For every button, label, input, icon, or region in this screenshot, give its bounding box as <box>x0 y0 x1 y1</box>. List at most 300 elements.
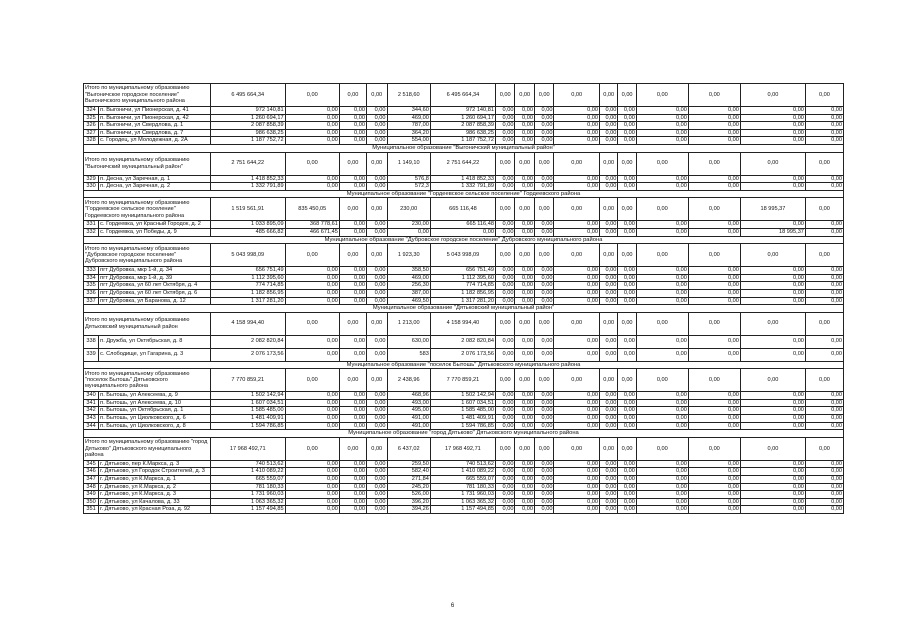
table-row <box>84 468 844 476</box>
address-cell: г. Дятьково, ул К.Маркса, д. 1 <box>99 476 211 484</box>
value-cell: 0,00 <box>740 392 805 400</box>
subtotal-row <box>84 152 844 175</box>
value-cell: 0,00 <box>599 399 617 407</box>
value-cell: 0,00 <box>366 476 387 484</box>
value-cell: 0,00 <box>740 415 805 423</box>
value-cell: 0,00 <box>495 228 515 236</box>
value-cell: 1 481 409,91 <box>210 415 285 423</box>
value-cell: 0,00 <box>636 335 688 348</box>
value-cell: 0,00 <box>636 399 688 407</box>
subtotal-label: Итого по муниципальному образованию "Выгоничский муниципальный район" <box>84 152 211 175</box>
value-cell: 2 087 858,39 <box>210 122 285 130</box>
table-row <box>84 228 844 236</box>
value-cell: 986 638,25 <box>210 129 285 137</box>
value-cell: 0,00 <box>618 175 636 183</box>
value-cell: 1 063 365,32 <box>210 498 285 506</box>
value-cell: 0,00 <box>618 297 636 305</box>
value-cell: 583 <box>387 348 430 361</box>
value-cell: 0,00 <box>554 137 600 145</box>
value-cell: 0,00 <box>554 114 600 122</box>
value-cell: 0,00 <box>554 289 600 297</box>
value-cell: 0,00 <box>285 415 339 423</box>
value-cell: 0,00 <box>636 476 688 484</box>
value-cell: 0,00 <box>515 460 535 468</box>
value-cell: 0,00 <box>339 122 366 130</box>
value-cell: 0,00 <box>688 274 740 282</box>
value-cell: 0,00 <box>534 335 554 348</box>
value-cell: 0,00 <box>554 335 600 348</box>
subtotal-cell: 0,00 <box>688 369 740 392</box>
value-cell: 0,00 <box>515 407 535 415</box>
subtotal-cell: 17 968 492,71 <box>430 437 495 460</box>
value-cell: 0,00 <box>805 498 843 506</box>
subtotal-cell: 0,00 <box>688 152 740 175</box>
value-cell: 0,00 <box>495 498 515 506</box>
value-cell: 0,00 <box>618 460 636 468</box>
value-cell: 0,00 <box>636 422 688 430</box>
value-cell: 665 559,07 <box>210 476 285 484</box>
value-cell: 0,00 <box>740 506 805 514</box>
subtotal-cell: 0,00 <box>366 84 387 107</box>
value-cell: 0,00 <box>285 483 339 491</box>
subtotal-label: Итого по муниципальному образованию "город Дятьково" Дятьковского муниципального района <box>84 437 211 460</box>
value-cell: 0,00 <box>740 221 805 229</box>
subtotal-row <box>84 437 844 460</box>
value-cell: 0,00 <box>805 282 843 290</box>
value-cell: 0,00 <box>285 498 339 506</box>
value-cell: 0,00 <box>285 407 339 415</box>
value-cell: 0,00 <box>495 282 515 290</box>
subtotal-cell: 0,00 <box>534 198 554 221</box>
row-number: 327 <box>84 129 99 137</box>
subtotal-cell: 0,00 <box>495 312 515 335</box>
address-cell: п. Выгоничи, ул Пионерская, д. 41 <box>99 107 211 115</box>
value-cell: 0,00 <box>618 221 636 229</box>
value-cell: 781 180,33 <box>430 483 495 491</box>
subtotal-cell: 0,00 <box>805 198 843 221</box>
value-cell: 0,00 <box>618 498 636 506</box>
row-number: 339 <box>84 348 99 361</box>
subtotal-cell: 0,00 <box>618 244 636 267</box>
value-cell: 0,00 <box>599 289 617 297</box>
subtotal-cell: 0,00 <box>805 312 843 335</box>
value-cell: 0,00 <box>554 498 600 506</box>
value-cell: 0,00 <box>688 392 740 400</box>
value-cell: 0,00 <box>688 221 740 229</box>
value-cell: 0,00 <box>285 274 339 282</box>
address-cell: с. Гордеевка, ул Победы, д. 9 <box>99 228 211 236</box>
subtotal-row <box>84 198 844 221</box>
subtotal-cell: 0,00 <box>618 437 636 460</box>
value-cell: 466 671,45 <box>285 228 339 236</box>
value-cell: 0,00 <box>495 476 515 484</box>
value-cell: 0,00 <box>285 175 339 183</box>
value-cell: 0,00 <box>339 348 366 361</box>
subtotal-cell: 0,00 <box>618 312 636 335</box>
address-cell: с. Гордеевка, ул Красный Городок, д. 2 <box>99 221 211 229</box>
subtotal-cell: 0,00 <box>805 244 843 267</box>
table-row <box>84 422 844 430</box>
value-cell: 1 607 034,51 <box>430 399 495 407</box>
value-cell: 0,00 <box>618 228 636 236</box>
value-cell: 0,00 <box>534 107 554 115</box>
subtotal-cell: 0,00 <box>495 244 515 267</box>
value-cell: 1 063 365,32 <box>430 498 495 506</box>
value-cell: 2 082 820,84 <box>430 335 495 348</box>
value-cell: 0,00 <box>599 468 617 476</box>
row-number: 336 <box>84 289 99 297</box>
value-cell: 0,00 <box>495 491 515 499</box>
row-number: 345 <box>84 460 99 468</box>
subtotal-cell: 0,00 <box>534 312 554 335</box>
row-number: 343 <box>84 415 99 423</box>
subtotal-cell: 1 519 561,91 <box>210 198 285 221</box>
value-cell: 0,00 <box>515 422 535 430</box>
value-cell: 0,00 <box>495 122 515 130</box>
subtotal-cell: 0,00 <box>636 84 688 107</box>
section-title: Муниципальное образование "Дятьковский муниципальный район" <box>84 305 844 313</box>
value-cell: 0,00 <box>688 506 740 514</box>
value-cell: 0,00 <box>805 422 843 430</box>
value-cell: 0,00 <box>534 122 554 130</box>
value-cell: 0,00 <box>366 498 387 506</box>
address-cell: г. Дятьково, ул Качалова, д. 33 <box>99 498 211 506</box>
value-cell: 0,00 <box>554 129 600 137</box>
value-cell: 0,00 <box>339 221 366 229</box>
value-cell: 0,00 <box>805 114 843 122</box>
value-cell: 0,00 <box>339 415 366 423</box>
value-cell: 1 418 852,33 <box>430 175 495 183</box>
value-cell: 1 187 752,72 <box>210 137 285 145</box>
subtotal-cell: 0,00 <box>495 84 515 107</box>
row-number: 337 <box>84 297 99 305</box>
value-cell: 0,00 <box>495 289 515 297</box>
value-cell: 0,00 <box>599 122 617 130</box>
value-cell: 0,00 <box>688 289 740 297</box>
subtotal-cell: 0,00 <box>554 369 600 392</box>
address-cell: пгт Дубровка, ул 60 лет Октября, д. 4 <box>99 282 211 290</box>
value-cell: 0,00 <box>688 498 740 506</box>
value-cell: 0,00 <box>599 129 617 137</box>
value-cell: 0,00 <box>515 483 535 491</box>
value-cell: 0,00 <box>285 183 339 191</box>
value-cell: 0,00 <box>554 476 600 484</box>
value-cell: 0,00 <box>554 399 600 407</box>
value-cell: 0,00 <box>688 107 740 115</box>
value-cell: 0,00 <box>387 228 430 236</box>
value-cell: 0,00 <box>366 399 387 407</box>
subtotal-cell: 0,00 <box>636 152 688 175</box>
value-cell: 582,40 <box>387 468 430 476</box>
value-cell: 358,50 <box>387 267 430 275</box>
address-cell: п. Бытошь, ул Циолковского, д. 6 <box>99 415 211 423</box>
value-cell: 0,00 <box>636 267 688 275</box>
subtotal-label: Итого по муниципальному образованию "Дубровское городское поселение" Дубровского муниципального района <box>84 244 211 267</box>
value-cell: 0,00 <box>495 407 515 415</box>
value-cell: 0,00 <box>740 289 805 297</box>
value-cell: 0,00 <box>534 483 554 491</box>
value-cell: 1 260 694,17 <box>210 114 285 122</box>
value-cell: 0,00 <box>599 392 617 400</box>
table-row <box>84 506 844 514</box>
value-cell: 0,00 <box>805 399 843 407</box>
subtotal-cell: 835 450,05 <box>285 198 339 221</box>
table-body <box>84 84 844 514</box>
subtotal-cell: 0,00 <box>366 198 387 221</box>
value-cell: 2 076 173,56 <box>210 348 285 361</box>
value-cell: 0,00 <box>599 460 617 468</box>
value-cell: 0,00 <box>339 483 366 491</box>
value-cell: 0,00 <box>534 274 554 282</box>
value-cell: 0,00 <box>805 407 843 415</box>
subtotal-cell: 0,00 <box>599 84 617 107</box>
row-number: 349 <box>84 491 99 499</box>
value-cell: 0,00 <box>554 228 600 236</box>
value-cell: 0,00 <box>740 267 805 275</box>
value-cell: 2 076 173,56 <box>430 348 495 361</box>
value-cell: 0,00 <box>805 460 843 468</box>
table-row <box>84 122 844 130</box>
value-cell: 1 731 960,03 <box>210 491 285 499</box>
value-cell: 0,00 <box>688 297 740 305</box>
subtotal-cell: 0,00 <box>366 437 387 460</box>
value-cell: 0,00 <box>285 476 339 484</box>
value-cell: 0,00 <box>554 274 600 282</box>
row-number: 325 <box>84 114 99 122</box>
value-cell: 0,00 <box>618 114 636 122</box>
value-cell: 0,00 <box>534 297 554 305</box>
value-cell: 787,00 <box>387 122 430 130</box>
subtotal-cell: 0,00 <box>534 152 554 175</box>
value-cell: 0,00 <box>618 137 636 145</box>
value-cell: 230,00 <box>387 221 430 229</box>
value-cell: 0,00 <box>495 175 515 183</box>
value-cell: 0,00 <box>636 274 688 282</box>
row-number: 348 <box>84 483 99 491</box>
value-cell: 0,00 <box>366 460 387 468</box>
value-cell: 0,00 <box>534 399 554 407</box>
value-cell: 0,00 <box>515 114 535 122</box>
value-cell: 0,00 <box>688 491 740 499</box>
section-title: Муниципальное образование "Дубровское городское поселение" Дубровского муниципального района <box>84 236 844 244</box>
value-cell: 0,00 <box>339 422 366 430</box>
value-cell: 0,00 <box>366 129 387 137</box>
value-cell: 1 607 034,51 <box>210 399 285 407</box>
table-row <box>84 498 844 506</box>
value-cell: 0,00 <box>636 297 688 305</box>
address-cell: с. Слободище, ул Гагарина, д. 3 <box>99 348 211 361</box>
value-cell: 0,00 <box>618 422 636 430</box>
value-cell: 0,00 <box>636 483 688 491</box>
address-cell: пгт Дубровка, ул Баранова, д. 12 <box>99 297 211 305</box>
value-cell: 0,00 <box>495 348 515 361</box>
subtotal-cell: 5 043 998,09 <box>430 244 495 267</box>
value-cell: 0,00 <box>366 114 387 122</box>
value-cell: 1 187 752,72 <box>430 137 495 145</box>
table-row <box>84 289 844 297</box>
value-cell: 0,00 <box>339 137 366 145</box>
value-cell: 0,00 <box>366 407 387 415</box>
value-cell: 394,26 <box>387 506 430 514</box>
value-cell: 0,00 <box>515 297 535 305</box>
value-cell: 0,00 <box>339 506 366 514</box>
value-cell: 491,00 <box>387 422 430 430</box>
row-number: 346 <box>84 468 99 476</box>
value-cell: 0,00 <box>339 297 366 305</box>
subtotal-cell: 0,00 <box>515 244 535 267</box>
value-cell: 0,00 <box>554 221 600 229</box>
value-cell: 1 585 485,00 <box>430 407 495 415</box>
subtotal-cell: 0,00 <box>366 312 387 335</box>
value-cell: 0,00 <box>554 483 600 491</box>
value-cell: 0,00 <box>805 228 843 236</box>
subtotal-cell: 0,00 <box>554 152 600 175</box>
subtotal-cell: 0,00 <box>534 84 554 107</box>
value-cell: 0,00 <box>339 114 366 122</box>
value-cell: 0,00 <box>805 506 843 514</box>
value-cell: 493,00 <box>387 399 430 407</box>
section-header-row <box>84 190 844 198</box>
value-cell: 364,20 <box>387 129 430 137</box>
section-title: Муниципальное образование "Гордеевское сельское поселение" Гордеевского района <box>84 190 844 198</box>
value-cell: 387,00 <box>387 289 430 297</box>
value-cell: 0,00 <box>805 335 843 348</box>
value-cell: 740 513,62 <box>210 460 285 468</box>
value-cell: 0,00 <box>554 107 600 115</box>
section-header-row <box>84 430 844 438</box>
row-number: 324 <box>84 107 99 115</box>
value-cell: 0,00 <box>285 129 339 137</box>
subtotal-cell: 0,00 <box>339 84 366 107</box>
value-cell: 0,00 <box>618 483 636 491</box>
value-cell: 0,00 <box>805 137 843 145</box>
value-cell: 0,00 <box>618 506 636 514</box>
value-cell: 469,50 <box>387 297 430 305</box>
value-cell: 0,00 <box>618 491 636 499</box>
value-cell: 0,00 <box>515 274 535 282</box>
value-cell: 0,00 <box>740 183 805 191</box>
value-cell: 572,3 <box>387 183 430 191</box>
subtotal-cell: 0,00 <box>740 244 805 267</box>
register-table <box>83 83 844 514</box>
subtotal-row <box>84 312 844 335</box>
value-cell: 0,00 <box>339 107 366 115</box>
value-cell: 0,00 <box>285 335 339 348</box>
value-cell: 0,00 <box>285 468 339 476</box>
value-cell: 1 594 786,85 <box>430 422 495 430</box>
value-cell: 0,00 <box>599 335 617 348</box>
value-cell: 0,00 <box>534 267 554 275</box>
value-cell: 0,00 <box>495 468 515 476</box>
value-cell: 0,00 <box>740 460 805 468</box>
value-cell: 0,00 <box>618 107 636 115</box>
value-cell: 0,00 <box>366 483 387 491</box>
subtotal-cell: 1 923,30 <box>387 244 430 267</box>
value-cell: 0,00 <box>515 289 535 297</box>
table-row <box>84 267 844 275</box>
value-cell: 0,00 <box>495 335 515 348</box>
value-cell: 0,00 <box>805 107 843 115</box>
value-cell: 0,00 <box>534 468 554 476</box>
value-cell: 0,00 <box>805 183 843 191</box>
value-cell: 0,00 <box>554 407 600 415</box>
subtotal-cell: 0,00 <box>339 152 366 175</box>
value-cell: 18 995,37 <box>740 228 805 236</box>
value-cell: 972 140,81 <box>210 107 285 115</box>
subtotal-cell: 0,00 <box>599 369 617 392</box>
value-cell: 0,00 <box>534 348 554 361</box>
value-cell: 2 082 820,84 <box>210 335 285 348</box>
section-header-row <box>84 144 844 152</box>
subtotal-cell: 0,00 <box>636 369 688 392</box>
value-cell: 0,00 <box>740 175 805 183</box>
address-cell: г. Дятьково, ул К.Маркса, д. 3 <box>99 491 211 499</box>
value-cell: 0,00 <box>688 282 740 290</box>
subtotal-cell: 0,00 <box>740 312 805 335</box>
table-row <box>84 392 844 400</box>
subtotal-cell: 0,00 <box>534 244 554 267</box>
row-number: 351 <box>84 506 99 514</box>
value-cell: 1 112 395,60 <box>210 274 285 282</box>
value-cell: 1 332 791,89 <box>210 183 285 191</box>
value-cell: 0,00 <box>554 491 600 499</box>
section-title: Муниципальное образование "поселок Бытошь" Дятьковского муниципального района <box>84 361 844 369</box>
subtotal-cell: 0,00 <box>599 198 617 221</box>
value-cell: 0,00 <box>618 122 636 130</box>
value-cell: 0,00 <box>599 175 617 183</box>
value-cell: 0,00 <box>366 267 387 275</box>
value-cell: 0,00 <box>599 415 617 423</box>
address-cell: п. Дружба, ул Октябрьская, д. 8 <box>99 335 211 348</box>
value-cell: 0,00 <box>366 415 387 423</box>
table-row <box>84 175 844 183</box>
value-cell: 0,00 <box>515 122 535 130</box>
value-cell: 656 751,49 <box>210 267 285 275</box>
value-cell: 1 481 409,91 <box>430 415 495 423</box>
address-cell: пгт Дубровка, мкр 1-й, д. 39 <box>99 274 211 282</box>
address-cell: г. Дятьково, ул К.Маркса, д. 2 <box>99 483 211 491</box>
value-cell: 1 502 142,94 <box>430 392 495 400</box>
table-row <box>84 348 844 361</box>
value-cell: 0,00 <box>740 114 805 122</box>
value-cell: 0,00 <box>554 415 600 423</box>
subtotal-cell: 0,00 <box>339 369 366 392</box>
row-number: 341 <box>84 399 99 407</box>
value-cell: 0,00 <box>534 289 554 297</box>
subtotal-cell: 0,00 <box>339 244 366 267</box>
subtotal-cell: 0,00 <box>688 198 740 221</box>
address-cell: г. Дятьково, ул Красная Роза, д. 92 <box>99 506 211 514</box>
value-cell: 0,00 <box>688 422 740 430</box>
subtotal-cell: 0,00 <box>688 437 740 460</box>
subtotal-cell: 0,00 <box>495 437 515 460</box>
value-cell: 0,00 <box>636 491 688 499</box>
subtotal-cell: 0,00 <box>285 152 339 175</box>
row-number: 332 <box>84 228 99 236</box>
value-cell: 1 410 089,22 <box>210 468 285 476</box>
value-cell: 0,00 <box>339 175 366 183</box>
value-cell: 1 157 494,85 <box>430 506 495 514</box>
value-cell: 0,00 <box>688 129 740 137</box>
value-cell: 0,00 <box>618 335 636 348</box>
row-number: 326 <box>84 122 99 130</box>
value-cell: 0,00 <box>688 175 740 183</box>
value-cell: 0,00 <box>740 483 805 491</box>
value-cell: 0,00 <box>740 498 805 506</box>
value-cell: 0,00 <box>534 392 554 400</box>
address-cell: п. Выгоничи, ул Пионерская, д. 42 <box>99 114 211 122</box>
table-row <box>84 483 844 491</box>
